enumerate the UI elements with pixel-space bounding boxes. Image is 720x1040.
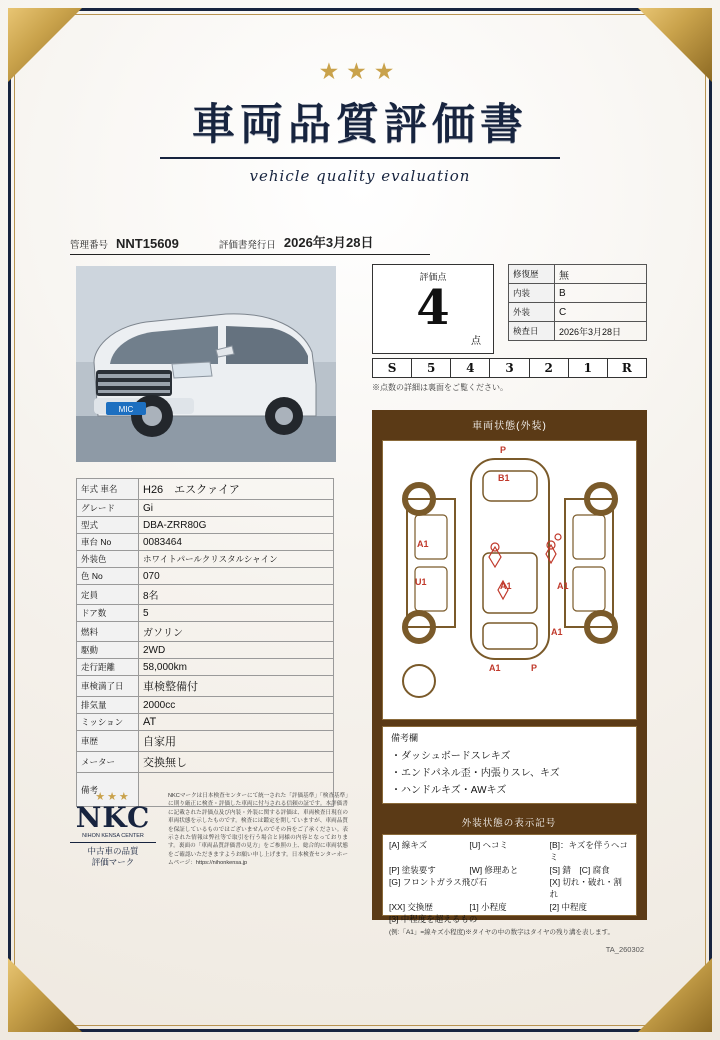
legend-cell: [P] 塗装要す	[389, 864, 436, 875]
legend-cell: [S] 錆 [C] 腐食	[549, 864, 610, 875]
vehicle-condition-diagram	[382, 440, 637, 720]
grade-table	[508, 264, 647, 341]
table-row	[77, 676, 334, 697]
spec-value: 交換無し	[139, 752, 334, 773]
score-scale-item: 1	[569, 359, 608, 377]
legend-box	[382, 834, 637, 937]
control-no-value: NNT15609	[116, 236, 179, 251]
document-meta	[70, 232, 430, 255]
vehicle-spec-body	[77, 479, 334, 807]
legend-row	[389, 839, 630, 864]
list-item: ・ダッシュボードスレキズ	[391, 751, 511, 762]
control-no-label: 管理番号	[70, 240, 109, 251]
diagram-mark: A1	[489, 663, 501, 673]
grade-key: 外装	[509, 303, 555, 322]
table-row	[77, 622, 334, 642]
list-item: ・エンドパネル歪・内張りスレ、キズ	[391, 768, 560, 779]
legend-row	[389, 864, 630, 876]
vehicle-spec-table	[76, 478, 334, 807]
table-row	[77, 714, 334, 731]
score-scale-item: 5	[412, 359, 451, 377]
spec-key: 車台 No	[77, 534, 139, 551]
score-scale-item: 3	[490, 359, 529, 377]
legend-row	[389, 913, 630, 925]
nkc-mark-line2: 評価マーク	[91, 857, 135, 868]
diagram-mark: A1	[417, 539, 429, 549]
evaluation-score-value: 4	[416, 280, 450, 336]
document-header	[0, 58, 720, 185]
star-rating-icon: ★★★	[318, 58, 402, 84]
table-row	[77, 642, 334, 659]
spec-value: DBA-ZRR80G	[139, 517, 334, 534]
vehicle-photo-illustration	[76, 266, 336, 462]
legend-cell: [3] 中程度を超えるもの	[389, 913, 478, 924]
table-row	[77, 605, 334, 622]
spec-key: 色 No	[77, 568, 139, 585]
issue-date-value: 2026年3月28日	[283, 235, 374, 250]
score-scale-item: 2	[530, 359, 569, 377]
spec-value: 58,000km	[139, 659, 334, 676]
spec-value: 2WD	[139, 642, 334, 659]
title-wrapper	[144, 91, 576, 159]
title-divider	[160, 157, 560, 159]
table-row	[77, 659, 334, 676]
spec-key: ドア数	[77, 605, 139, 622]
table-row	[77, 517, 334, 534]
spec-value: Gi	[139, 500, 334, 517]
diagram-mark: A1	[557, 581, 569, 591]
condition-panel-title: 車両状態(外装)	[472, 421, 547, 432]
diagram-mark: P	[531, 663, 538, 673]
table-row	[509, 284, 647, 303]
diagram-mark: A1	[551, 627, 563, 637]
legend-cell: [B]：キズを伴うヘコミ	[549, 840, 628, 863]
score-note: ※点数の詳細は裏面をご覧ください。	[372, 383, 508, 392]
spec-value: 車検整備付	[139, 676, 334, 697]
spec-key: 車検満了日	[77, 676, 139, 697]
score-scale-item: S	[373, 359, 412, 377]
table-row	[77, 534, 334, 551]
diagram-mark: U1	[415, 577, 427, 587]
spec-key: 車歴	[77, 731, 139, 752]
grade-key: 内装	[509, 284, 555, 303]
grade-table-body	[509, 265, 647, 341]
spec-key: 備考	[77, 773, 139, 807]
remarks-list	[391, 747, 628, 796]
table-row	[77, 500, 334, 517]
spec-key: 年式 車名	[77, 479, 139, 500]
score-scale-item: R	[621, 361, 632, 375]
vehicle-photo	[76, 266, 336, 462]
spec-value: 2000cc	[139, 697, 334, 714]
page-subtitle: vehicle quality evaluation	[249, 167, 471, 185]
spec-value: 8名	[139, 585, 334, 605]
spec-key: 定員	[77, 585, 139, 605]
score-scale	[372, 358, 647, 378]
spec-key: 走行距離	[77, 659, 139, 676]
legend-note: (例:「A1」=線キズ小程度)※タイヤの中の数字はタイヤの残り溝を表します。	[389, 929, 614, 937]
page-title: 車両品質評価書	[192, 100, 528, 150]
spec-key: グレード	[77, 500, 139, 517]
table-row	[77, 585, 334, 605]
legend-title: 外装状態の表示記号	[398, 816, 620, 831]
issue-date-label: 評価書発行日	[218, 240, 276, 251]
remarks-title: 備考欄	[391, 733, 419, 743]
diagram-mark: A1	[500, 581, 512, 591]
disclaimer-text: NKCマークは日本検査センターにて統一された「評価基準」「検査基準」に則り厳正に検査・評価した車両に付与される信頼の証です。本評価書に記載された評価点及び内装・外装に関する評価は、車両検査日現在の車両状態を示したものです。検査には鑑定を開していますが、車両品質を保証しているものではございませんのでその旨をご了承ください。表示された情報は弊社等で取引を行う場合と同様の内容となっております。裏面の「車両品質評価書の見方」をご参照の上、総合的に車両状態をご確認いただきますようお願い申し上げます。日本検査センターホームページ：https://nihonkensa.jp	[168, 793, 348, 867]
grade-key: 修復歴	[509, 265, 555, 284]
list-item: ・ハンドルキズ・AWキズ	[391, 785, 507, 796]
spec-value: AT	[139, 714, 334, 731]
evaluation-score-unit: 点	[471, 336, 481, 347]
spec-value: H26 エスクァイア	[139, 479, 334, 500]
svg-text:MIC: MIC	[118, 405, 134, 414]
table-row	[509, 303, 647, 322]
legend-cell: [W] 修理あと	[469, 864, 519, 875]
table-row	[77, 731, 334, 752]
spec-key: メーター	[77, 752, 139, 773]
legend-cell: [A] 線キズ	[389, 840, 428, 850]
spec-key: 外装色	[77, 551, 139, 568]
grade-value: 2026年3月28日	[555, 322, 647, 341]
score-scale-item: 4	[451, 359, 490, 377]
nkc-mark-line1: 中古車の品質	[87, 846, 139, 856]
nkc-divider	[70, 842, 156, 843]
nkc-logo-text: NKC	[75, 801, 151, 834]
spec-key: 排気量	[77, 697, 139, 714]
spec-key: 燃料	[77, 622, 139, 642]
table-row	[509, 265, 647, 284]
table-row	[77, 551, 334, 568]
spec-value: ホワイトパールクリスタルシャイン	[139, 551, 334, 568]
evaluation-score-label: 評価点	[419, 272, 447, 282]
spec-key: 型式	[77, 517, 139, 534]
table-row	[77, 568, 334, 585]
nkc-stars-icon: ★★★	[95, 791, 131, 803]
table-row	[509, 322, 647, 341]
nkc-logo-subtext: NIHON KENSA CENTER	[82, 833, 144, 839]
table-row	[77, 697, 334, 714]
table-row	[77, 479, 334, 500]
legend-cell: [U] ヘコミ	[469, 840, 509, 850]
legend-row	[389, 901, 630, 913]
grade-value: 無	[555, 265, 647, 284]
legend-row	[389, 876, 630, 901]
legend-cell: [XX] 交換歴	[389, 901, 433, 912]
document-id: TA_260302	[605, 945, 644, 954]
nkc-logo-block	[70, 790, 156, 869]
diagram-mark: P	[500, 445, 507, 455]
grade-key: 検査日	[509, 322, 555, 341]
legend-cell: [2] 中程度	[549, 901, 587, 912]
spec-value: 070	[139, 568, 334, 585]
evaluation-score-box	[372, 264, 494, 354]
remarks-box	[382, 726, 637, 804]
grade-value: B	[555, 284, 647, 303]
spec-key: 駆動	[77, 642, 139, 659]
spec-value: 5	[139, 605, 334, 622]
spec-value: 0083464	[139, 534, 334, 551]
spec-value: 自家用	[139, 731, 334, 752]
legend-cell: [G] フロントガラス飛び石	[389, 876, 488, 887]
diagram-mark: B1	[498, 473, 510, 483]
table-row	[77, 752, 334, 773]
spec-key: ミッション	[77, 714, 139, 731]
legend-cell: [1] 小程度	[469, 901, 507, 912]
spec-value: ガソリン	[139, 622, 334, 642]
legend-cell: [X] 切れ・破れ・割れ	[549, 876, 622, 900]
grade-value: C	[555, 303, 647, 322]
